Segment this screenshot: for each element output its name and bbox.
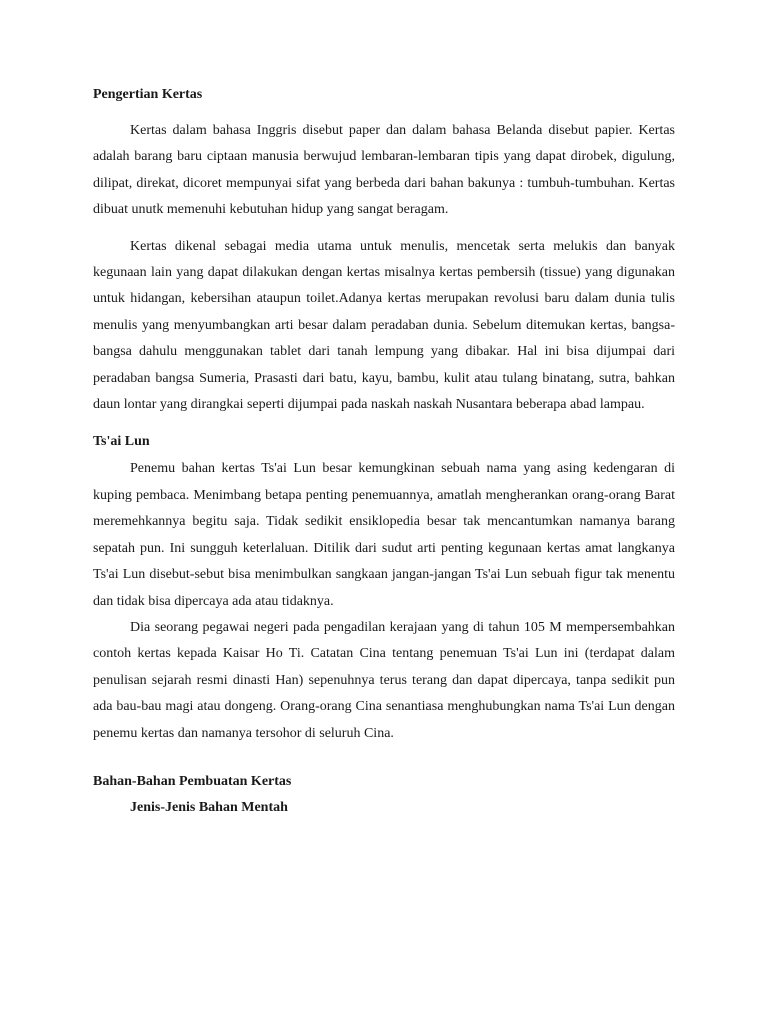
paragraph-pengertian-2: Kertas dikenal sebagai media utama untuk menulis, mencetak serta melukis dan banyak kegunaan lain yang dapat dilakukan dengan kertas misalnya kertas pembersih (tissue) yang digunakan untuk hidangan, kebersihan ataupun toilet.Adanya kertas merupakan revolusi baru dalam dunia tulis menulis yang menyumbangkan arti besar dalam peradaban dunia. Sebelum ditemukan kertas, bangsa-bangsa dahulu menggunakan tablet dari tanah lempung yang dibakar. Hal ini bisa dijumpai dari peradaban bangsa Sumeria, Prasasti dari batu, kayu, bambu, kulit atau tulang binatang, sutra, bahkan daun lontar yang dirangkai seperti dijumpai pada naskah naskah Nusantara beberapa abad lampau. [93, 238, 675, 413]
section-heading-tsai-lun: Ts'ai Lun [93, 434, 150, 450]
subheading-jenis-bahan-mentah: Jenis-Jenis Bahan Mentah [130, 799, 288, 815]
section-heading-pengertian-kertas: Pengertian Kertas [93, 87, 203, 102]
paragraph-pengertian-1: Kertas dalam bahasa Inggris disebut paper dan dalam bahasa Belanda disebut papier. Kertas adalah barang baru ciptaan manusia berwujud lembaran-lembaran tipis yang dapat dirobek, digulung, dilipat, direkat, dicoret mempunyai sifat yang berbeda dari bahan bakunya : tumbuh-tumbuhan. Kertas dibuat unutk memenuhi kebutuhan hidup yang sangat beragam. [93, 123, 675, 218]
section-heading-bahan-pembuatan: Bahan-Bahan Pembuatan Kertas [93, 773, 292, 789]
document-page [93, 82, 675, 821]
paragraph-tsai-lun-2: Dia seorang pegawai negeri pada pengadilan kerajaan yang di tahun 105 M mempersembahkan contoh kertas kepada Kaisar Ho Ti. Catatan Cina tentang penemuan Ts'ai Lun ini (terdapat dalam penulisan sejarah resmi dinasti Han) sepenuhnya terus terang dan dapat dipercaya, tanpa sedikit pun ada bau-bau magi atau dongeng. Orang-orang Cina senantiasa menghubungkan nama Ts'ai Lun dengan penemu kertas dan namanya tersohor di seluruh Cina. [93, 619, 675, 741]
paragraph-tsai-lun-1: Penemu bahan kertas Ts'ai Lun besar kemungkinan sebuah nama yang asing kedengaran di kuping pembaca. Menimbang betapa penting penemuannya, amatlah mengherankan orang-orang Barat meremehkannya begitu saja. Tidak sedikit ensiklopedia besar tak mencantumkan namanya barang sepatah pun. Ini sungguh keterlaluan. Ditilik dari sudut arti penting kegunaan kertas amat langkanya Ts'ai Lun disebut-sebut bisa menimbulkan sangkaan jangan-jangan Ts'ai Lun sebuah figur tak menentu dan tidak bisa dipercaya ada atau tidaknya. [93, 461, 675, 609]
